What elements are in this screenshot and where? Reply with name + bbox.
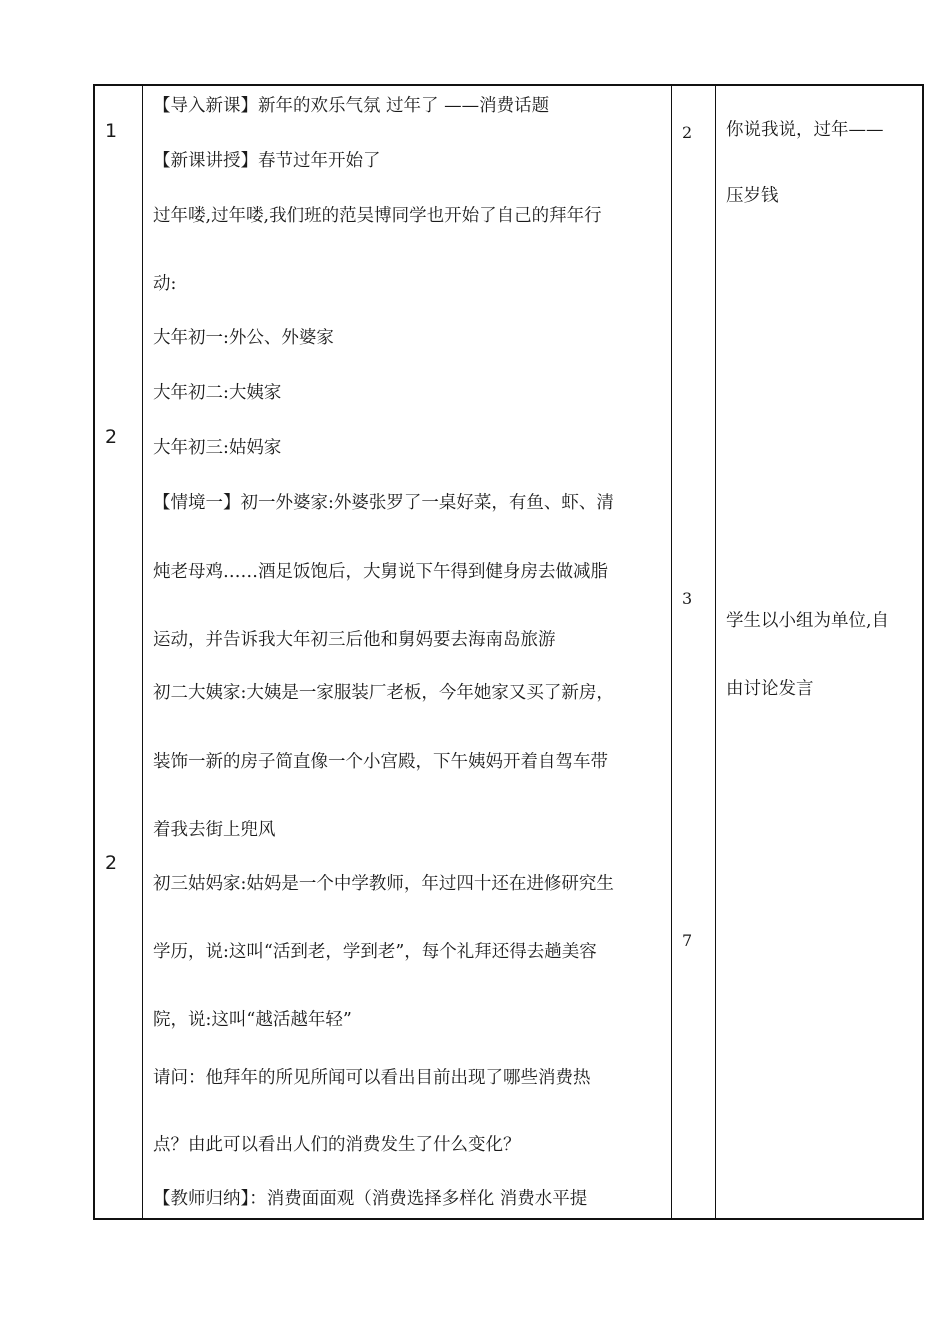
content-line: 点？由此可以看出人们的消费发生了什么变化？ bbox=[153, 1135, 521, 1155]
step-number: 2 bbox=[105, 852, 118, 874]
content-line: 大年初三:姑妈家 bbox=[153, 438, 282, 458]
content-line: 大年初二:大姨家 bbox=[153, 383, 282, 403]
activity-line: 学生以小组为单位,自 bbox=[726, 611, 890, 631]
lesson-table bbox=[93, 84, 924, 1220]
activity-line: 压岁钱 bbox=[726, 186, 779, 206]
content-line: 【新课讲授】春节过年开始了 bbox=[153, 151, 381, 171]
time-value: 3 bbox=[682, 589, 693, 608]
content-line: 初三姑妈家:姑妈是一个中学教师，年过四十还在进修研究生 bbox=[153, 874, 614, 894]
activity-line: 由讨论发言 bbox=[726, 679, 814, 699]
column-divider-2 bbox=[671, 86, 672, 1218]
time-value: 2 bbox=[682, 123, 693, 142]
step-number: 1 bbox=[105, 120, 118, 142]
content-line: 【情境一】初一外婆家:外婆张罗了一桌好菜，有鱼、虾、清 bbox=[153, 493, 614, 513]
content-line: 大年初一:外公、外婆家 bbox=[153, 328, 334, 348]
content-line: 初二大姨家:大姨是一家服装厂老板，今年她家又买了新房， bbox=[153, 683, 614, 703]
activity-line: 你说我说，过年—— bbox=[726, 120, 884, 140]
column-divider-3 bbox=[715, 86, 716, 1218]
content-line: 过年喽,过年喽,我们班的范吴博同学也开始了自己的拜年行 bbox=[153, 206, 602, 226]
content-line: 装饰一新的房子简直像一个小宫殿，下午姨妈开着自驾车带 bbox=[153, 752, 608, 772]
content-line: 【教师归纳】：消费面面观（消费选择多样化 消费水平提 bbox=[153, 1189, 588, 1209]
content-line: 着我去街上兜风 bbox=[153, 820, 276, 840]
content-line: 院，说:这叫“越活越年轻” bbox=[153, 1010, 352, 1030]
column-divider-1 bbox=[142, 86, 143, 1218]
content-line: 运动，并告诉我大年初三后他和舅妈要去海南岛旅游 bbox=[153, 630, 556, 650]
content-line: 动: bbox=[153, 274, 177, 294]
content-line: 炖老母鸡……酒足饭饱后，大舅说下午得到健身房去做减脂 bbox=[153, 562, 608, 582]
content-line: 【导入新课】新年的欢乐气氛 过年了 ——消费话题 bbox=[153, 96, 550, 116]
content-line: 学历，说:这叫“活到老，学到老”，每个礼拜还得去趟美容 bbox=[153, 942, 597, 962]
step-number: 2 bbox=[105, 426, 118, 448]
time-value: 7 bbox=[682, 931, 693, 950]
content-line: 请问：他拜年的所见所闻可以看出目前出现了哪些消费热 bbox=[153, 1068, 591, 1088]
